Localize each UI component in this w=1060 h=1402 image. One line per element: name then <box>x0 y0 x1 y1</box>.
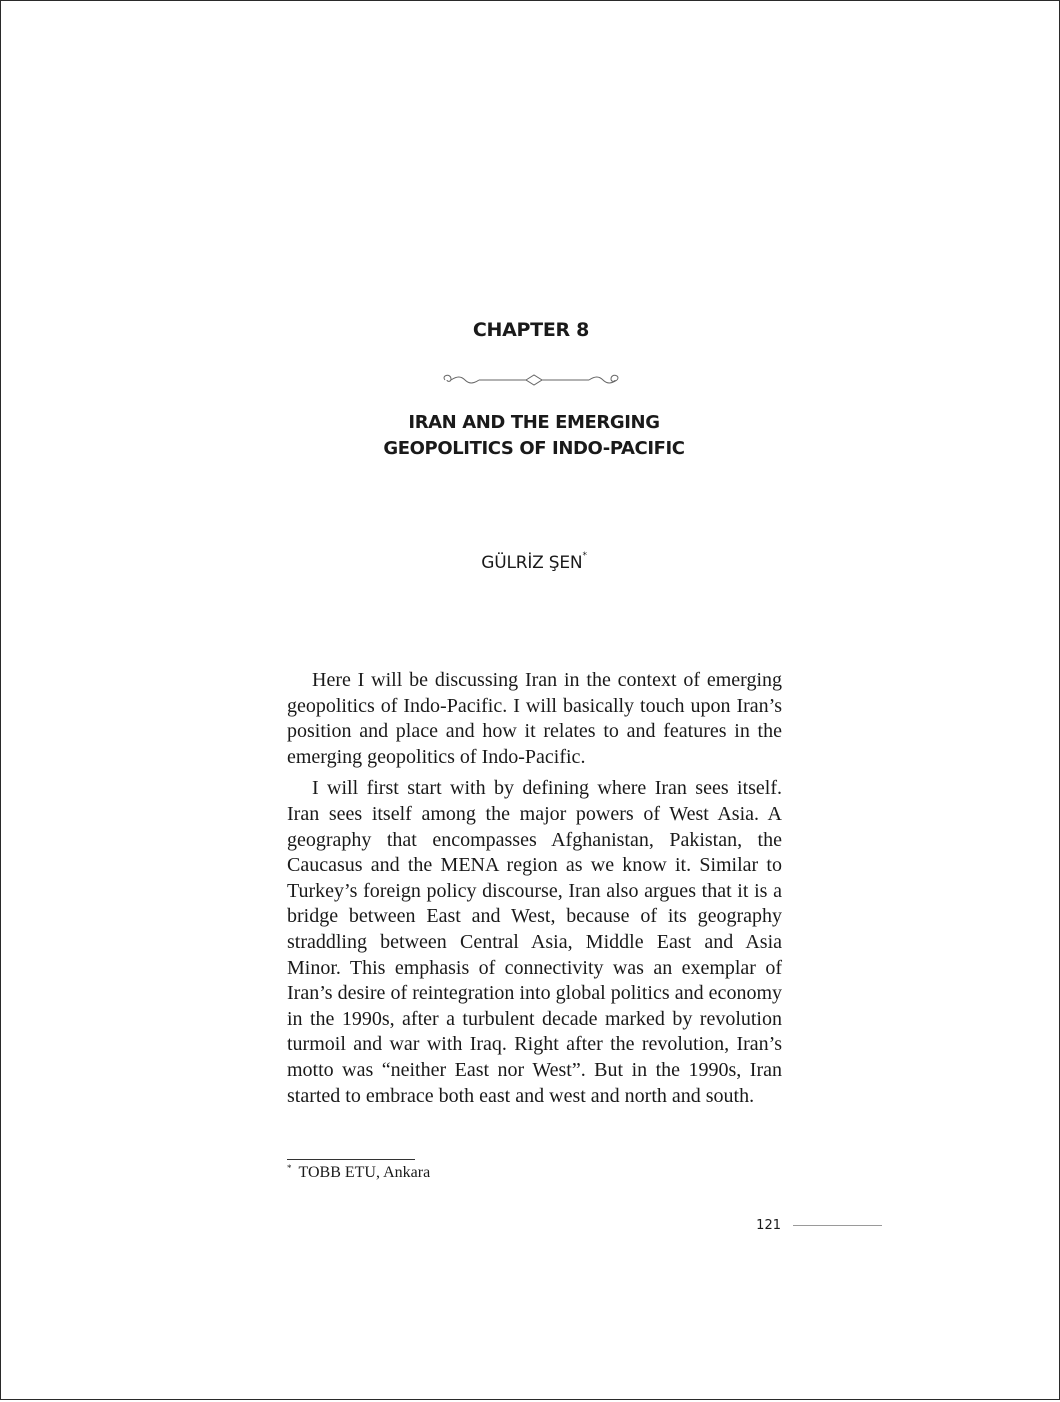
page-number-rule <box>793 1225 882 1226</box>
author-footnote-mark: * <box>582 551 587 561</box>
author-name-text: GÜLRİZ ŞEN <box>481 553 583 573</box>
paragraph-2: I will first start with by defining where Iran sees itself. Iran sees itself among the major powers of West Asia. A geography that encompasses Afghanistan, Pakistan, the Caucasus and the MENA region as we know it. Similar to Turkey’s foreign policy discourse, Iran also argues that it is a bridge between East and West, because of its geography straddling between Central Asia, Middle East and Asia Minor. This emphasis of connectivity was an exemplar of Iran’s desire of reintegration into global politics and economy in the 1990s, after a turbulent decade marked by revolution turmoil and war with Iraq. Right after the revolution, Iran’s motto was “neither East nor West”. But in the 1990s, Iran started to embrace both east and west and north and south. <box>287 777 782 1107</box>
footnote-rule <box>287 1159 415 1160</box>
paragraph-1: Here I will be discussing Iran in the context of emerging geopolitics of Indo-Pacific. I will basically touch upon Iran’s position and place and how it relates to and features in the emerging geopolitics of Indo-Pacific. <box>287 669 782 768</box>
chapter-label: CHAPTER 8 <box>472 319 590 341</box>
ornament-divider-icon <box>439 371 629 389</box>
footnote <box>287 1164 430 1182</box>
author-name <box>1 553 1060 573</box>
chapter-title <box>1 410 1060 462</box>
page-number: 121 <box>756 1218 781 1233</box>
footnote-mark: * <box>287 1163 292 1173</box>
footnote-text: TOBB ETU, Ankara <box>298 1164 431 1181</box>
body-text <box>287 668 782 1109</box>
chapter-title-line-2: GEOPOLITICS OF INDO-PACIFIC <box>383 438 685 459</box>
chapter-title-line-1: IRAN AND THE EMERGING <box>408 412 660 433</box>
